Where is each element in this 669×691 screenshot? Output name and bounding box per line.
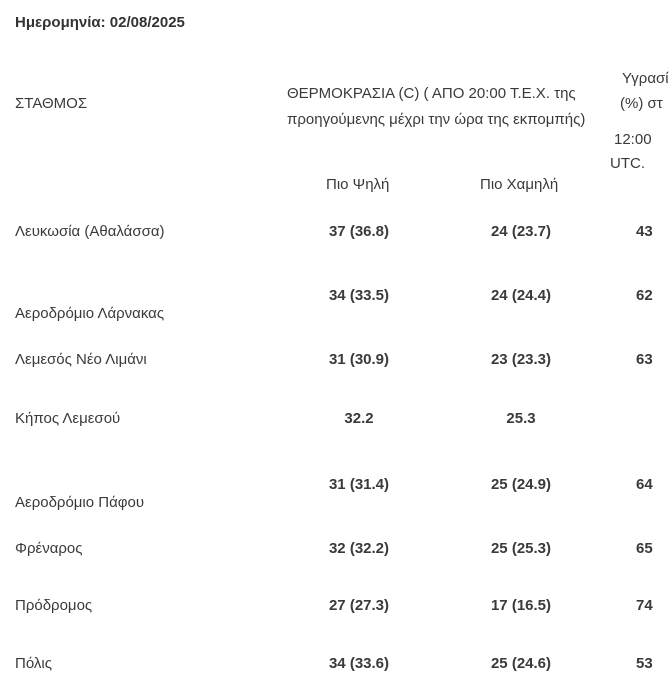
- humidity-value: 62: [636, 287, 653, 304]
- station-name: Αεροδρόμιο Λάρνακας: [15, 305, 165, 322]
- low-temp-value: 25 (25.3): [490, 540, 552, 557]
- low-temp-value: 17 (16.5): [490, 597, 552, 614]
- station-name: Πρόδρομος: [15, 597, 93, 614]
- low-temp-value: 24 (23.7): [490, 223, 552, 240]
- humidity-header-line4: UTC.: [610, 155, 645, 172]
- high-temp-value: 34 (33.6): [328, 655, 390, 672]
- high-temp-value: 31 (30.9): [328, 351, 390, 368]
- high-temp-subheader: Πιο Ψηλή: [326, 176, 390, 193]
- station-name: Αεροδρόμιο Πάφου: [15, 494, 145, 511]
- humidity-value: 63: [636, 351, 653, 368]
- low-temp-value: 25 (24.9): [490, 476, 552, 493]
- humidity-header-line1: Υγρασί: [622, 70, 669, 87]
- high-temp-value: 27 (27.3): [328, 597, 390, 614]
- low-temp-value: 24 (24.4): [490, 287, 552, 304]
- high-temp-value: 37 (36.8): [328, 223, 390, 240]
- temperature-column-header: ΘΕΡΜΟΚΡΑΣΙΑ (C) ( ΑΠΟ 20:00 Τ.Ε.Χ. της προηγούμενης μέχρι την ώρα της εκπομπής): [287, 85, 586, 128]
- humidity-value: 74: [636, 597, 653, 614]
- low-temp-value: 25.3: [506, 410, 536, 427]
- station-name: Λεμεσός Νέο Λιμάνι: [15, 351, 147, 368]
- high-temp-value: 32.2: [344, 410, 374, 427]
- humidity-value: 64: [636, 476, 653, 493]
- high-temp-value: 34 (33.5): [328, 287, 390, 304]
- station-name: Κήπος Λεμεσού: [15, 410, 121, 427]
- station-name: Λευκωσία (Αθαλάσσα): [15, 223, 165, 240]
- humidity-value: 53: [636, 655, 653, 672]
- humidity-value: 65: [636, 540, 653, 557]
- station-column-header: ΣΤΑΘΜΟΣ: [15, 95, 88, 112]
- low-temp-value: 23 (23.3): [490, 351, 552, 368]
- high-temp-value: 31 (31.4): [328, 476, 390, 493]
- station-name: Πόλις: [15, 655, 52, 672]
- report-date: Ημερομηνία: 02/08/2025: [15, 14, 185, 31]
- humidity-header-line3: 12:00: [614, 131, 652, 148]
- high-temp-value: 32 (32.2): [328, 540, 390, 557]
- low-temp-value: 25 (24.6): [490, 655, 552, 672]
- humidity-header-line2: (%) στ: [620, 95, 663, 112]
- humidity-value: 43: [636, 223, 653, 240]
- low-temp-subheader: Πιο Χαμηλή: [480, 176, 559, 193]
- station-name: Φρέναρος: [15, 540, 83, 557]
